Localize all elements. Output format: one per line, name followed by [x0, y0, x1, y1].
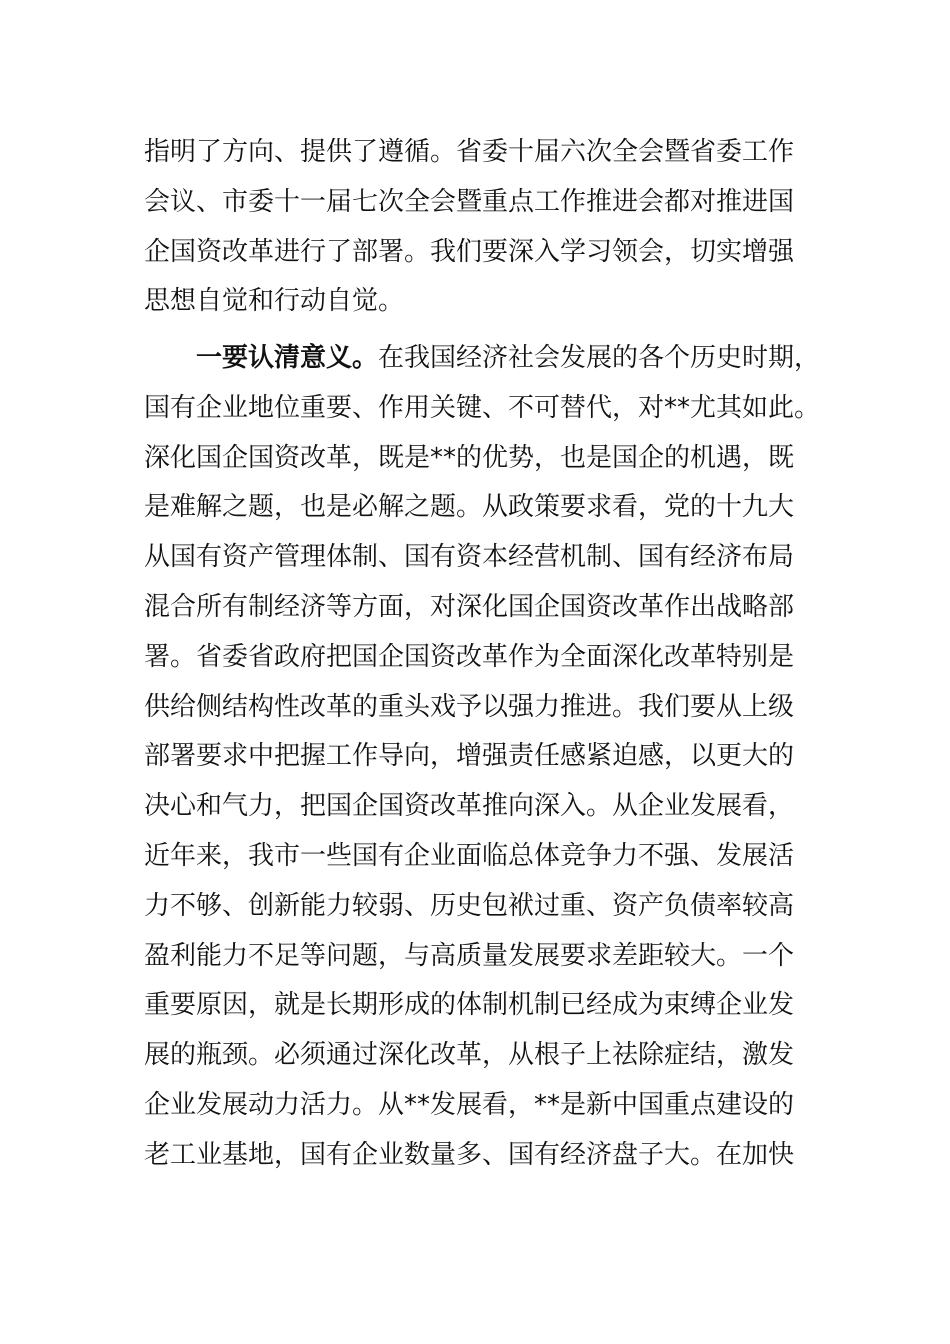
section-heading: 一要认清意义。 [196, 343, 379, 373]
paragraph-line: 指明了方向、提供了遵循。省委十届六次全会暨省委工作 [144, 137, 795, 167]
paragraph-line: 国有企业地位重要、作用关键、不可替代，对**尤其如此。 [144, 392, 821, 423]
paragraph-line: 部署要求中把握工作导向，增强责任感紧迫感，以更大的 [144, 741, 795, 772]
paragraph-line: 力不够、创新能力较弱、历史包袱过重、资产负债率较高 [144, 890, 795, 921]
paragraph-line: 混合所有制经济等方面，对深化国企国资改革作出战略部 [144, 591, 795, 622]
paragraph-line: 是难解之题，也是必解之题。从政策要求看，党的十九大 [144, 492, 795, 523]
paragraph-line: 决心和气力，把国企国资改革推向深入。从企业发展看， [144, 791, 795, 822]
paragraph-line: 从国有资产管理体制、国有资本经营机制、国有经济布局 [144, 542, 795, 573]
paragraph-line: 盈利能力不足等问题，与高质量发展要求差距较大。一个 [144, 940, 795, 971]
paragraph-line: 近年来，我市一些国有企业面临总体竞争力不强、发展活 [144, 840, 795, 871]
paragraph-line: 老工业基地，国有企业数量多、国有经济盘子大。在加快 [144, 1139, 795, 1170]
paragraph-line: 思想自觉和行动自觉。 [144, 286, 405, 317]
paragraph-first-line [144, 334, 844, 384]
paragraph-line: 展的瓶颈。必须通过深化改革，从根子上祛除症结，激发 [144, 1040, 795, 1071]
paragraph-line: 企国资改革进行了部署。我们要深入学习领会，切实增强 [144, 236, 795, 267]
paragraph-line: 深化国企国资改革，既是**的优势，也是国企的机遇，既 [144, 442, 795, 473]
paragraph-1 [144, 128, 844, 327]
paragraph-line: 署。省委省政府把国企国资改革作为全面深化改革特别是 [144, 641, 795, 672]
paragraph-line: 重要原因，就是长期形成的体制机制已经成为束缚企业发 [144, 990, 795, 1021]
paragraph-line: 企业发展动力活力。从**发展看，**是新中国重点建设的 [144, 1089, 795, 1120]
paragraph-2 [144, 334, 844, 1181]
first-line-text: 在我国经济社会发展的各个历史时期， [378, 343, 821, 373]
paragraph-line: 供给侧结构性改革的重头戏予以强力推进。我们要从上级 [144, 691, 795, 722]
paragraph-line: 会议、市委十一届七次全会暨重点工作推进会都对推进国 [144, 186, 795, 217]
